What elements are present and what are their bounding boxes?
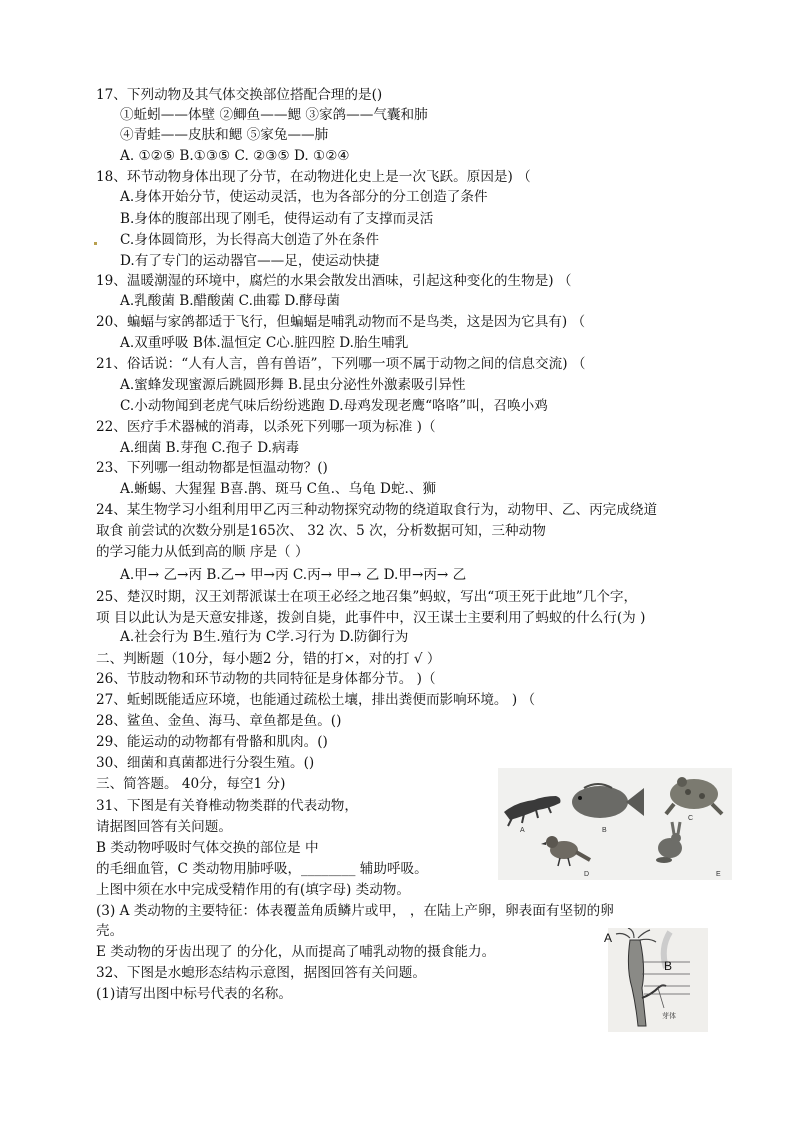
text-line: A.社会行为 B生.殖行为 C学.习行为 D.防御行为 xyxy=(120,629,409,645)
text-line: 19、温暖潮湿的环境中，腐烂的水果会散发出酒味，引起这种变化的生物是) （ xyxy=(96,273,572,289)
text-line: A.细菌 B.芽孢 C.孢子 D.病毒 xyxy=(120,440,300,456)
text-line: 28、鲨鱼、金鱼、海马、章鱼都是鱼。() xyxy=(96,713,342,729)
text-line: B.身体的腹部出现了刚毛，使得运动有了支撑而灵活 xyxy=(120,211,434,227)
text-line: 29、能运动的动物都有骨骼和肌肉。() xyxy=(96,734,328,750)
text-line: A. ①②⑤ B.①③⑤ C. ②③⑤ D. ①②④ xyxy=(120,148,350,164)
vertebrate-animals-figure xyxy=(498,768,732,880)
hydra-label-b: B xyxy=(664,959,673,973)
text-line: 20、蝙蝠与家鸽都适于飞行，但蝙蝠是哺乳动物而不是鸟类，这是因为它具有) （ xyxy=(96,314,586,330)
text-line: E 类动物的牙齿出现了 的分化，从而提高了哺乳动物的摄食能力。 xyxy=(96,944,496,960)
text-line: C.身体圆筒形，为长得高大创造了外在条件 xyxy=(120,232,379,248)
text-line: ①蚯蚓——体壁 ②鲫鱼——鳃 ③家鸽——气囊和肺 xyxy=(120,107,428,123)
hydra-structure-figure xyxy=(600,928,708,1032)
text-line: 取食 前尝试的次数分别是165次、 32 次、5 次，分析数据可知，三种动物 xyxy=(96,523,546,539)
text-line: 请据图回答有关问题。 xyxy=(96,819,232,835)
text-line: 二、判断题（10分，每小题2 分，错的打×，对的打 √ ） xyxy=(96,651,441,667)
hydra-label-a: A xyxy=(604,931,613,945)
text-line: 26、节肢动物和环节动物的共同特征是身体都分节。 )（ xyxy=(96,671,436,687)
text-line: 18、环节动物身体出现了分节，在动物进化史上是一次飞跃。原因是) （ xyxy=(96,169,531,185)
label-e: E xyxy=(716,871,721,878)
text-line: A.双重呼吸 B体.温恒定 C心.脏四腔 D.胎生哺乳 xyxy=(120,335,409,351)
scan-mark xyxy=(94,242,97,245)
text-line: (3) A 类动物的主要特征：体表覆盖角质鳞片或甲， ，在陆上产卵，卵表面有坚韧的卵 xyxy=(96,903,614,919)
text-line: C.小动物闻到老虎气味后纷纷逃跑 D.母鸡发现老鹰“咯咯”叫，召唤小鸡 xyxy=(120,398,548,414)
text-line: 三、简答题。 40分，每空1 分) xyxy=(96,776,286,792)
text-line: A.蜥蜴、大猩猩 B喜.鹊、斑马 C鱼.、乌龟 D蛇.、狮 xyxy=(120,481,437,497)
text-line: B 类动物呼吸时气体交换的部位是 中 xyxy=(96,840,319,856)
text-line: A.甲→ 乙→丙 B.乙→ 甲→丙 C.丙→ 甲→ 乙 D.甲→丙→ 乙 xyxy=(120,567,467,583)
label-b: B xyxy=(602,827,607,834)
hydra-label-bud: 芽体 xyxy=(662,1013,676,1020)
text-line: 27、蚯蚓既能适应环境，也能通过疏松土壤，排出粪便而影响环境。 ) （ xyxy=(96,692,536,708)
label-a: A xyxy=(520,827,525,834)
text-line: 30、细菌和真菌都进行分裂生殖。() xyxy=(96,755,315,771)
text-line: ④青蛙——皮肤和鳃 ⑤家兔——肺 xyxy=(120,127,329,143)
text-line: 的学习能力从低到高的顺 序是（ ） xyxy=(96,544,309,560)
text-line: 24、某生物学习小组利用甲乙丙三种动物探究动物的绕道取食行为，动物甲、乙、丙完成绕道 xyxy=(96,502,658,518)
text-line: 壳。 xyxy=(96,923,124,939)
text-line: (1)请写出图中标号代表的名称。 xyxy=(96,986,292,1002)
text-line: A.乳酸菌 B.醋酸菌 C.曲霉 D.酵母菌 xyxy=(120,293,340,309)
text-line: 项 目以此认为是天意安排遂，拨剑自毙，此事件中，汉王谋士主要利用了蚂蚁的什么行(为 ) xyxy=(96,610,646,626)
text-line: 23、下列哪一组动物都是恒温动物？() xyxy=(96,460,328,476)
text-line: 31、下图是有关脊椎动物类群的代表动物， xyxy=(96,798,358,814)
text-line: 的毛细血管，C 类动物用肺呼吸，________ 辅助呼吸。 xyxy=(96,861,428,877)
text-line: 17、下列动物及其气体交换部位搭配合理的是() xyxy=(96,87,383,103)
label-d: D xyxy=(584,871,590,878)
text-line: 22、医疗手术器械的消毒，以杀死下列哪一项为标准 )（ xyxy=(96,419,436,435)
text-line: 上图中须在水中完成受精作用的有(填字母) 类动物。 xyxy=(96,882,410,898)
text-line: A.身体开始分节，使运动灵活，也为各部分的分工创造了条件 xyxy=(120,189,488,205)
text-line: 21、俗话说：“人有人言，兽有兽语”，下列哪一项不属于动物之间的信息交流) （ xyxy=(96,356,586,372)
text-line: 32、下图是水螅形态结构示意图，据图回答有关问题。 xyxy=(96,965,426,981)
text-line: A.蜜蜂发现蜜源后跳圆形舞 B.昆虫分泌性外激素吸引异性 xyxy=(120,377,466,393)
label-c: C xyxy=(688,815,694,822)
text-line: 25、楚汉时期，汉王刘帮派谋士在项王必经之地召集”蚂蚁，写出“项王死于此地”几个字， xyxy=(96,589,638,605)
text-line: D.有了专门的运动器官——足，使运动快捷 xyxy=(120,253,380,269)
